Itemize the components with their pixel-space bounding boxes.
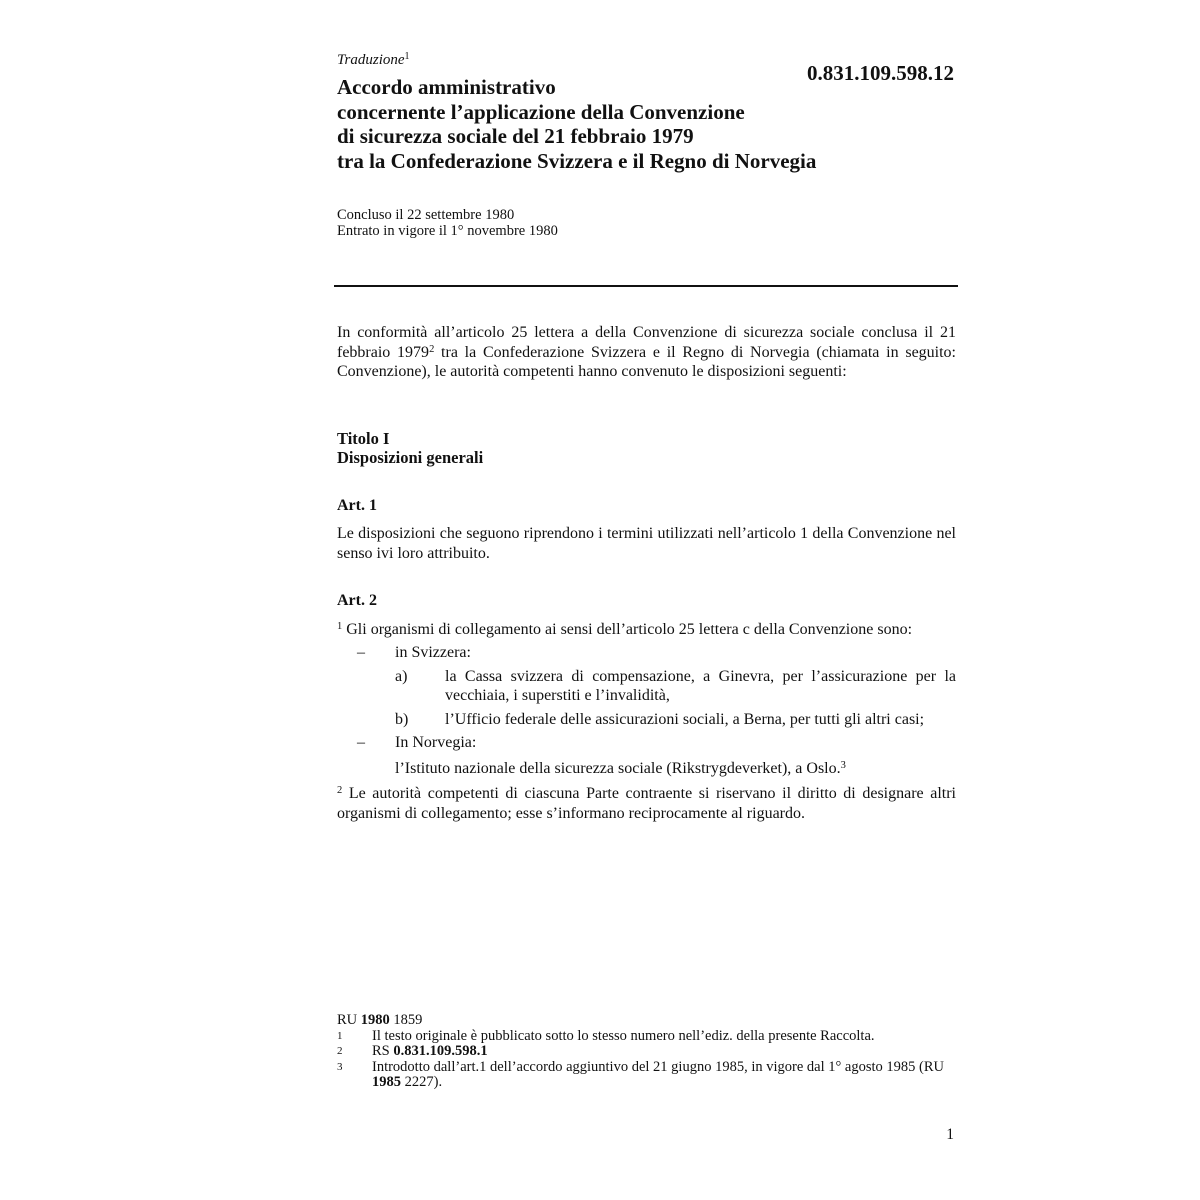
translation-label-text: Traduzione [337, 52, 405, 68]
section-name: Disposizioni generali [337, 448, 484, 467]
title-line-2: concernente l’applicazione della Convenzione [337, 99, 745, 124]
title-line-3: di sicurezza sociale del 21 febbraio 1979 [337, 124, 694, 148]
ru-prefix: RU [337, 1012, 361, 1028]
footnote-text-part: Introdotto dall’art.1 dell’accordo aggiuntivo del 21 giugno 1985, in vigore dal 1° agosto 1985 (RU [372, 1058, 944, 1075]
title-line-4: tra la Confederazione Svizzera e il Regno di Norvegia [337, 148, 817, 173]
header-divider [334, 285, 958, 287]
footnote-2 [337, 1044, 957, 1060]
translation-label [337, 52, 410, 69]
official-compilation-ref [337, 1013, 957, 1029]
article-2-paragraph-2 [337, 784, 956, 823]
footnote-text [372, 1060, 957, 1091]
list-item-switzerland [337, 643, 956, 663]
footnote-ref-2[interactable]: 2 [429, 343, 435, 355]
paragraph-2-text: Le autorità competenti di ciascuna Parte contraente si riservano il diritto di designare altri organismi di collegamento; esse s’informano reciprocamente al riguardo. [337, 785, 956, 822]
footnote-1 [337, 1029, 957, 1045]
footnote-text [372, 1029, 957, 1045]
list-item-label: in Svizzera: [395, 644, 471, 661]
section-number: Titolo I [337, 428, 390, 448]
title-line-1: Accordo amministrativo [337, 75, 556, 99]
paragraph-number-1: 1 [337, 620, 343, 632]
paragraph-1-text: Gli organismi di collegamento ai sensi dell’articolo 25 lettera c della Convenzione sono: [342, 620, 913, 638]
section-heading [337, 429, 956, 468]
article-2-heading: Art. 2 [337, 592, 377, 609]
sr-number: 0.831.109.598.12 [807, 61, 954, 85]
footnote-text-part: Il testo originale è pubblicato sotto lo stesso numero nell’ediz. della presente Raccolta. [372, 1027, 875, 1044]
article-1-heading: Art. 1 [337, 496, 377, 514]
paragraph-number-2: 2 [337, 785, 343, 796]
entry-into-force-date: Entrato in vigore il 1° novembre 1980 [337, 223, 558, 239]
norway-institution-text: l’Istituto nazionale della sicurezza sociale (Rikstrygdeverket), a Oslo. [395, 759, 841, 777]
sub-item-label: a) [395, 667, 408, 685]
footnote-number: 3 [337, 1060, 343, 1073]
article-1-text: Le disposizioni che seguono riprendono i termini utilizzati nell’articolo 1 della Convenzione nel senso ivi loro attribuito. [337, 525, 956, 562]
footnote-ref-3[interactable]: 3 [840, 759, 846, 771]
footnote-3 [337, 1060, 957, 1091]
footnote-number: 1 [337, 1029, 343, 1042]
footnote-bold-part: 1985 [372, 1074, 401, 1090]
sub-item-text: la Cassa svizzera di compensazione, a Ginevra, per l’assicurazione per la vecchiaia, i superstiti e l’invalidità, [445, 667, 956, 704]
sub-item-a [395, 667, 956, 706]
ru-year: 1980 [360, 1012, 390, 1028]
document-body [337, 323, 956, 823]
list-item-label: In Norvegia: [395, 734, 477, 751]
concluded-date: Concluso il 22 settembre 1980 [337, 207, 515, 223]
preamble [337, 323, 956, 382]
footnote-text-part: 2227). [401, 1074, 443, 1090]
dash-bullet: – [357, 644, 365, 661]
article-2-paragraph-1 [337, 620, 956, 640]
page-number: 1 [946, 1126, 954, 1143]
sub-item-label: b) [395, 710, 409, 728]
date-info [337, 207, 558, 239]
footnote-text [372, 1044, 957, 1060]
ru-page: 1859 [389, 1012, 423, 1028]
footnotes [337, 1013, 957, 1091]
list-item-norway [337, 733, 956, 753]
sr-link[interactable]: 0.831.109.598.1 [393, 1043, 488, 1059]
document-title [337, 75, 957, 173]
preamble-text-b: tra la Confederazione Svizzera e il Regno di Norvegia (chiamata in seguito: Convenzione), le autorità competenti hanno convenuto le disposizioni seguenti: [337, 343, 957, 380]
sub-item-text: l’Ufficio federale delle assicurazioni sociali, a Berna, per tutti gli altri casi; [445, 710, 925, 728]
preamble-text-a: In conformità all’articolo 25 lettera a della Convenzione di sicurezza sociale conclusa il 21 febbraio 1979 [337, 324, 956, 361]
dash-bullet: – [357, 734, 365, 751]
footnote-ref-1[interactable]: 1 [404, 51, 410, 62]
norway-institution [395, 759, 956, 779]
sub-item-b [395, 710, 956, 730]
footnote-text-part: RS [372, 1043, 394, 1059]
footnote-number: 2 [337, 1045, 343, 1057]
